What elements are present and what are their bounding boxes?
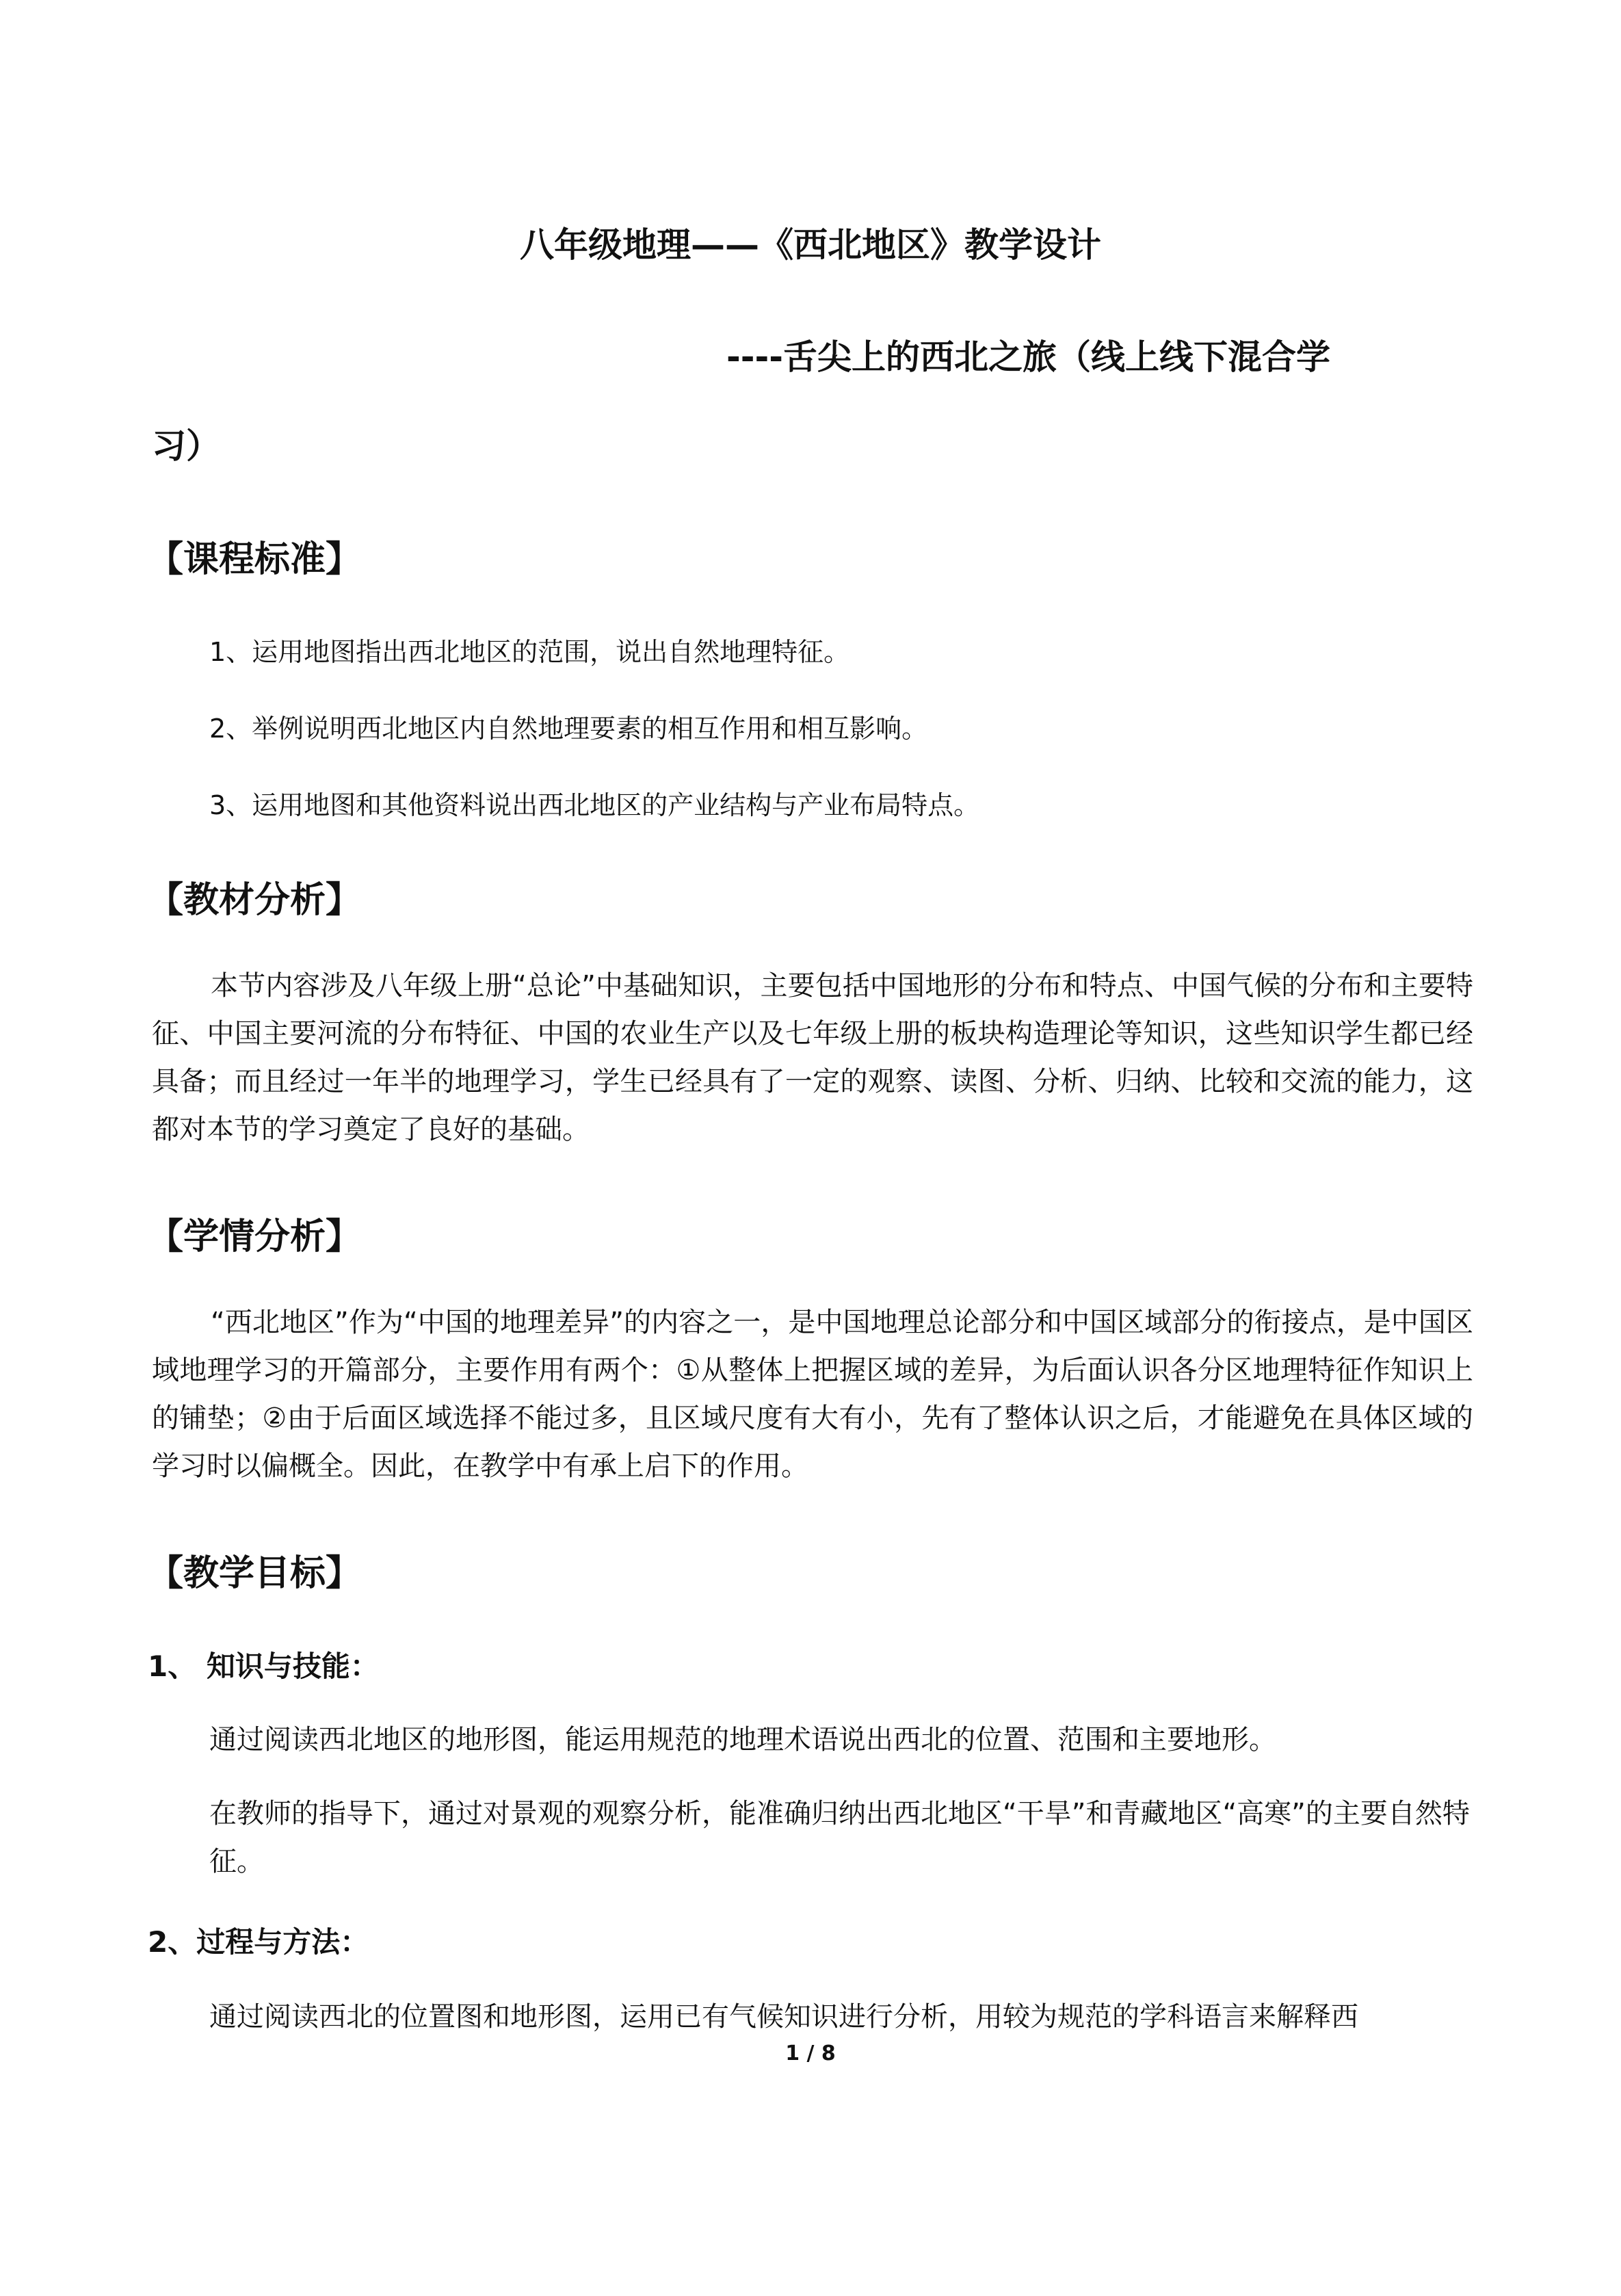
goal-process-heading: 2、过程与方法： [148, 1925, 369, 1959]
curriculum-item: 2、举例说明西北地区内自然地理要素的相互作用和相互影响。 [209, 714, 928, 744]
goal-knowledge-paragraph: 通过阅读西北地区的地形图，能运用规范的地理术语说出西北的位置、范围和主要地形。 [209, 1724, 1276, 1756]
page-number: 1 / 8 [785, 2041, 836, 2065]
curriculum-item: 3、运用地图和其他资料说出西北地区的产业结构与产业布局特点。 [209, 790, 980, 820]
curriculum-item: 1、运用地图指出西北地区的范围，说出自然地理特征。 [209, 637, 850, 667]
section-heading-students: 【学情分析】 [148, 1216, 362, 1257]
document-subtitle: ----舌尖上的西北之旅（线上线下混合学 [726, 337, 1331, 377]
student-analysis-paragraph: “西北地区”作为“中国的地理差异”的内容之一，是中国地理总论部分和中国区域部分的衔接点，是中国区域地理学习的开篇部分，主要作用有两个：①从整体上把握区域的差异，为后面认识各分区地理特征作知识上的铺垫；②由于后面区域选择不能过多，且区域尺度有大有小，先有了整体认识之后，才能避免在具体区域的学习时以偏概全。因此，在教学中有承上启下的作用。 [152, 1307, 1473, 1482]
section-heading-curriculum: 【课程标准】 [148, 539, 362, 580]
section-heading-textbook: 【教材分析】 [148, 880, 362, 921]
document-title: 八年级地理——《西北地区》教学设计 [520, 225, 1101, 265]
document-subtitle-continuation: 习） [152, 426, 220, 466]
section-heading-goals: 【教学目标】 [148, 1553, 362, 1594]
goal-process-paragraph: 通过阅读西北的位置图和地形图，运用已有气候知识进行分析，用较为规范的学科语言来解释西 [209, 2001, 1358, 2033]
textbook-analysis-paragraph: 本节内容涉及八年级上册“总论”中基础知识，主要包括中国地形的分布和特点、中国气候的分布和主要特征、中国主要河流的分布特征、中国的农业生产以及七年级上册的板块构造理论等知识，这些知识学生都已经具备；而且经过一年半的地理学习，学生已经具有了一定的观察、读图、分析、归纳、比较和交流的能力，这都对本节的学习奠定了良好的基础。 [152, 970, 1473, 1145]
goal-knowledge-paragraph: 在教师的指导下，通过对景观的观察分析，能准确归纳出西北地区“干旱”和青藏地区“高寒”的主要自然特征。 [209, 1798, 1470, 1877]
goal-knowledge-heading: 1、 知识与技能： [148, 1649, 379, 1683]
